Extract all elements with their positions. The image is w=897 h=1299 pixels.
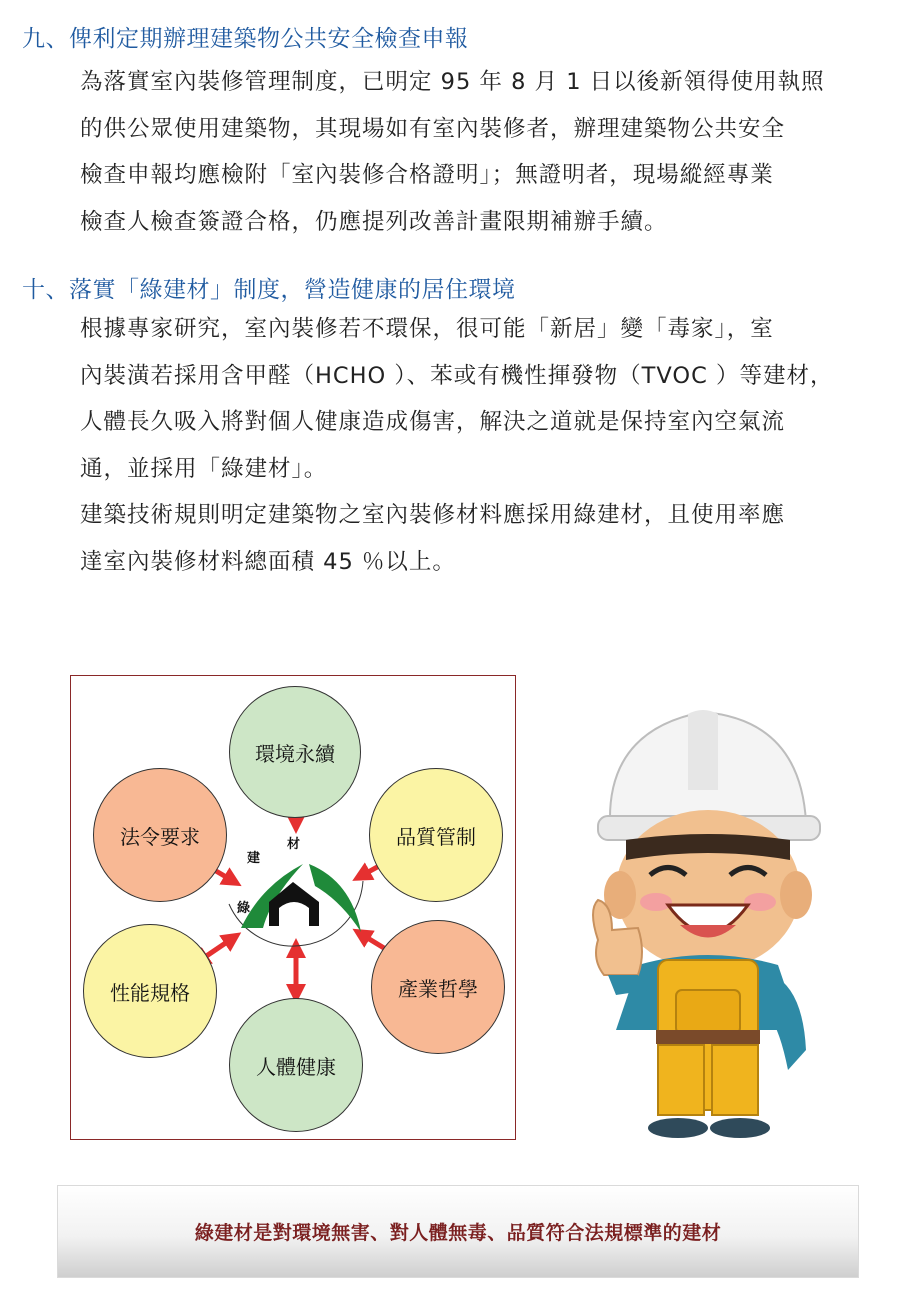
section-10-line: 內裝潢若採用含甲醛（HCHO ）、苯或有機性揮發物（TVOC ）等建材， <box>80 362 834 389</box>
section-10-line: 達室內裝修材料總面積 45 ％以上。 <box>80 548 456 575</box>
section-10-heading: 十、落實「綠建材」制度，營造健康的居住環境 <box>22 277 516 303</box>
logo-char-2: 建 <box>247 851 261 866</box>
section-9-heading: 九、俾利定期辦理建築物公共安全檢查申報 <box>22 26 469 52</box>
node-regulation: 法令要求 <box>93 768 227 902</box>
section-10-line: 根據專家研究，室內裝修若不環保，很可能「新居」變「毒家」，室 <box>80 316 774 342</box>
green-material-diagram <box>70 675 516 1140</box>
node-environment: 環境永續 <box>229 686 361 818</box>
node-quality: 品質管制 <box>369 768 503 902</box>
node-health: 人體健康 <box>229 998 363 1132</box>
section-10-body <box>80 306 880 585</box>
logo-char-3: 材 <box>287 837 301 852</box>
section-10-line: 通，並採用「綠建材」。 <box>80 455 328 482</box>
section-10-line: 人體長久吸入將對個人健康造成傷害，解決之道就是保持室內空氣流 <box>80 409 786 435</box>
node-industry: 產業哲學 <box>371 920 505 1054</box>
section-10-line: 建築技術規則明定建築物之室內裝修材料應採用綠建材，且使用率應 <box>80 502 786 528</box>
worker-mascot-illustration <box>568 690 838 1140</box>
footer-caption-box <box>57 1185 859 1278</box>
section-9-body <box>80 59 880 245</box>
section-9-line: 的供公眾使用建築物，其現場如有室內裝修者，辦理建築物公共安全 <box>80 115 786 142</box>
section-9-line: 檢查申報均應檢附「室內裝修合格證明」；無證明者，現場縱經專業 <box>80 162 774 188</box>
logo-char-1: 綠 <box>237 901 251 916</box>
section-9-line: 檢查人檢查簽證合格，仍應提列改善計畫限期補辦手續。 <box>80 208 668 235</box>
footer-caption-text: 綠建材是對環境無害、對人體無毒、品質符合法規標準的建材 <box>194 1222 722 1244</box>
section-9-line: 為落實室內裝修管理制度，已明定 95 年 8 月 1 日以後新領得使用執照 <box>80 69 825 95</box>
node-performance: 性能規格 <box>83 924 217 1058</box>
